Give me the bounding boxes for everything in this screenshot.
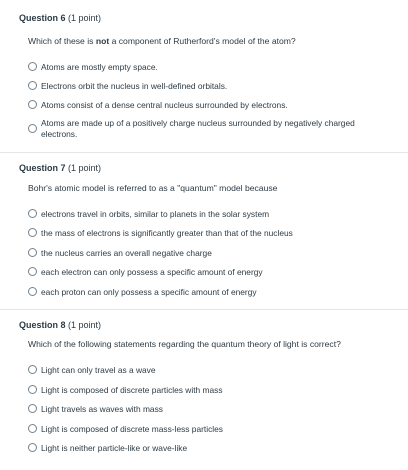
answer-option[interactable] (28, 424, 223, 435)
question-6-prompt (28, 36, 296, 46)
option-label: Atoms are mostly empty space. (41, 62, 158, 72)
question-divider (0, 152, 408, 153)
answer-option[interactable] (28, 228, 293, 239)
question-8-header (19, 320, 101, 330)
question-title: Question 6 (19, 13, 66, 23)
radio-button[interactable] (28, 365, 37, 374)
answer-option[interactable] (28, 267, 263, 278)
prompt-emphasis: not (95, 36, 110, 46)
answer-option[interactable] (28, 62, 158, 73)
radio-button[interactable] (28, 228, 37, 237)
option-label: Light is composed of discrete mass-less particles (41, 424, 223, 434)
answer-option[interactable] (28, 248, 212, 259)
option-label: the mass of electrons is significantly greater than that of the nucleus (41, 228, 293, 238)
radio-button[interactable] (28, 287, 37, 296)
radio-button[interactable] (28, 404, 37, 413)
option-label: Light is neither particle-like or wave-like (41, 443, 188, 453)
prompt-text: Which of these is (28, 36, 96, 46)
option-label: Light travels as waves with mass (41, 404, 163, 414)
option-label: Electrons orbit the nucleus in well-defined orbitals. (41, 81, 228, 91)
answer-option[interactable] (28, 287, 257, 298)
radio-button[interactable] (28, 62, 37, 71)
answer-option[interactable] (28, 118, 371, 140)
question-title: Question 7 (19, 163, 66, 173)
answer-option[interactable] (28, 443, 187, 454)
radio-button[interactable] (28, 443, 37, 452)
option-label: Light can only travel as a wave (41, 365, 156, 375)
question-8-prompt: Which of the following statements regarding the quantum theory of light is correct? (28, 339, 341, 349)
radio-button[interactable] (28, 81, 37, 90)
question-6-header (19, 13, 101, 23)
radio-button[interactable] (28, 267, 37, 276)
radio-button[interactable] (28, 424, 37, 433)
option-label: each proton can only possess a specific amount of energy (41, 287, 257, 297)
question-divider (0, 309, 408, 310)
option-label: Light is composed of discrete particles with mass (41, 385, 223, 395)
radio-button[interactable] (28, 124, 37, 133)
answer-option[interactable] (28, 385, 223, 396)
radio-button[interactable] (28, 248, 37, 257)
option-label: electrons travel in orbits, similar to planets in the solar system (41, 209, 270, 219)
question-title: Question 8 (19, 320, 66, 330)
option-label: the nucleus carries an overall negative charge (41, 248, 212, 258)
question-points: (1 point) (68, 13, 102, 23)
answer-option[interactable] (28, 365, 156, 376)
radio-button[interactable] (28, 209, 37, 218)
radio-button[interactable] (28, 385, 37, 394)
radio-button[interactable] (28, 100, 37, 109)
option-label: each electron can only possess a specific amount of energy (41, 267, 263, 277)
answer-option[interactable] (28, 81, 227, 92)
answer-option[interactable] (28, 404, 163, 415)
question-points: (1 point) (68, 320, 102, 330)
answer-option[interactable] (28, 209, 269, 220)
answer-option[interactable] (28, 100, 288, 111)
question-points: (1 point) (68, 163, 102, 173)
question-7-prompt: Bohr's atomic model is referred to as a "quantum" model because (28, 183, 278, 193)
prompt-text: a component of Rutherford's model of the atom? (109, 36, 296, 46)
option-label: Atoms consist of a dense central nucleus surrounded by electrons. (41, 100, 288, 110)
question-7-header (19, 163, 101, 173)
option-label: Atoms are made up of a positively charge nucleus surrounded by negatively charged electrons. (41, 118, 355, 139)
